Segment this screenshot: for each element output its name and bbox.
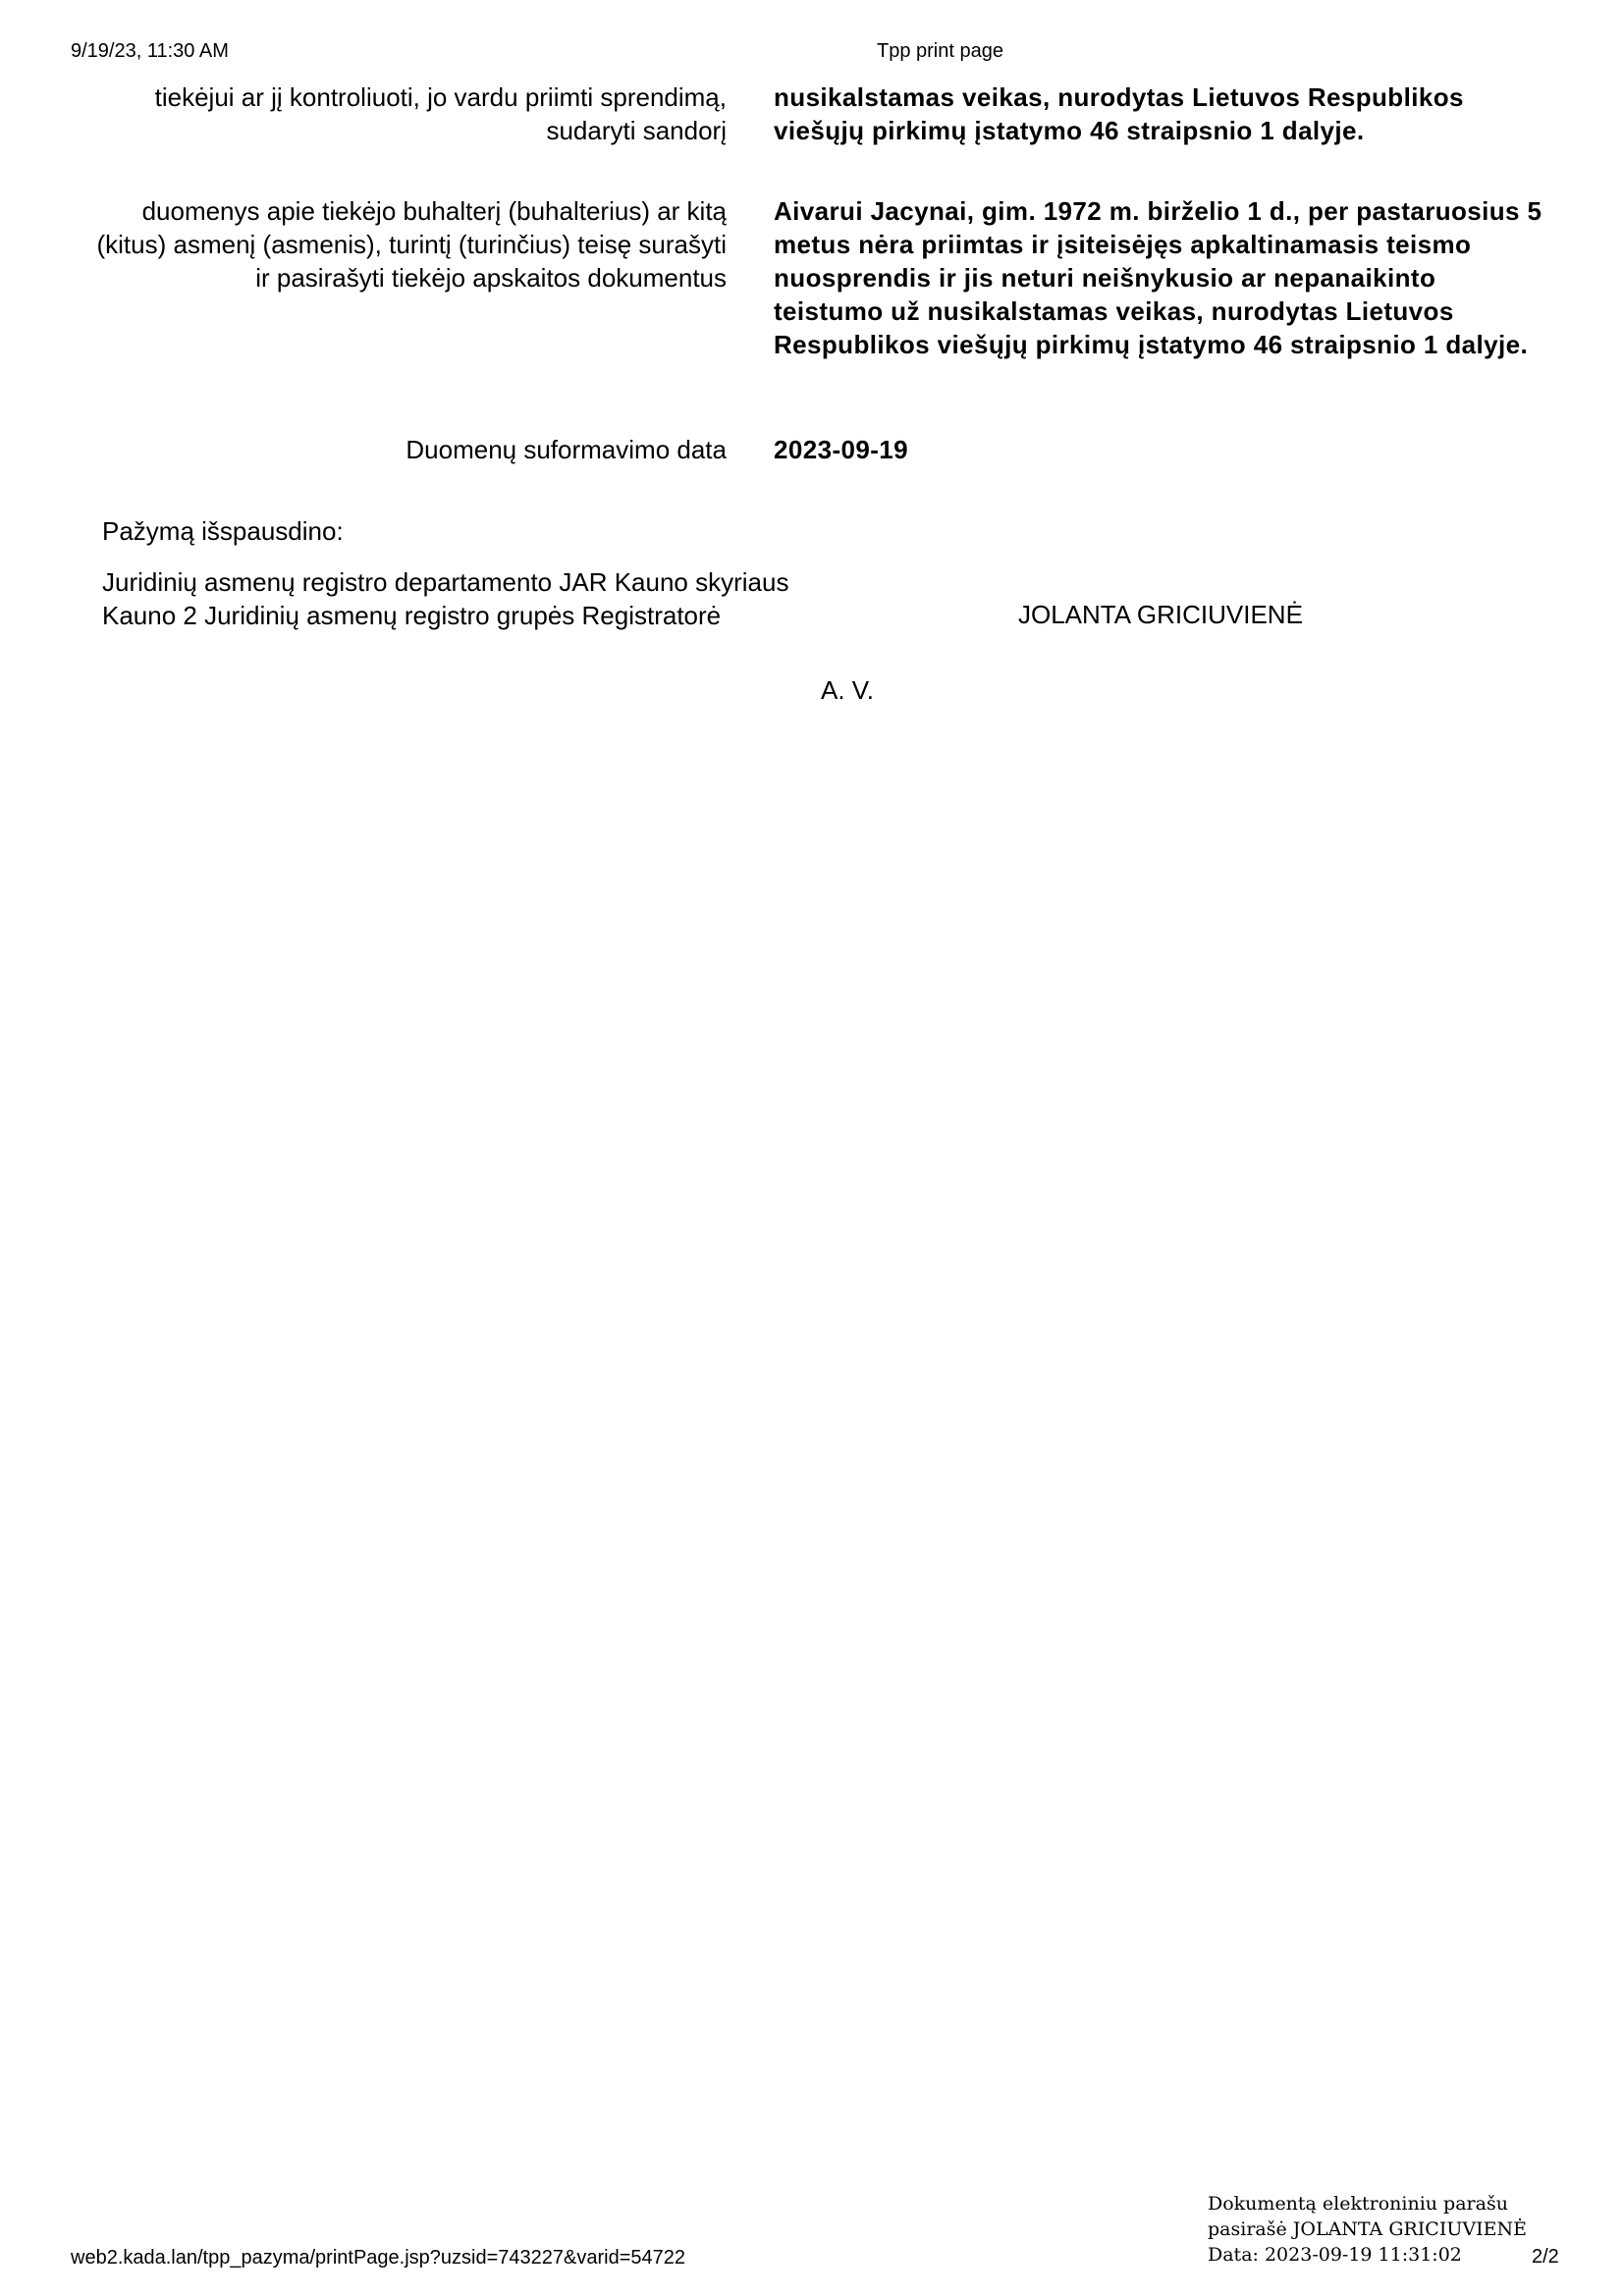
stamp-place: A. V. <box>821 675 874 705</box>
signature-line-2: pasirašė JOLANTA GRICIUVIENĖ <box>1208 2218 1527 2240</box>
row-value-control: nusikalstamas veikas, nurodytas Lietuvos Respublikos viešųjų pirkimų įstatymo 46 straipsnio 1 dalyje. <box>774 82 1464 145</box>
print-page-title: Tpp print page <box>877 40 1003 62</box>
row-label-control: tiekėjui ar jį kontroliuoti, jo vardu priimti sprendimą, sudaryti sandorį <box>154 82 727 145</box>
row-value-accountant: Aivarui Jacynai, gim. 1972 m. birželio 1 d., per pastaruosius 5 metus nėra priimtas ir įsiteisėjęs apkaltinamasis teismo nuosprendis ir jis neturi neišnykusio ar nepanaikinto teistumo už nusikalstamas veikas, nurodytas Lietuvos Respublikos viešųjų pirkimų įstatymo 46 straipsnio 1 dalyje. <box>774 196 1542 359</box>
footer-url: web2.kada.lan/tpp_pazyma/printPage.jsp?uzsid=743227&varid=54722 <box>71 2247 686 2269</box>
row-value-generation-date: 2023-09-19 <box>774 435 908 464</box>
signature-line-1: Dokumentą elektroniniu parašu <box>1208 2193 1508 2215</box>
printed-by-department: Juridinių asmenų registro departamento JAR Kauno skyriaus Kauno 2 Juridinių asmenų registro grupės Registratorė <box>102 567 789 630</box>
printed-by-label: Pažymą išspausdino: <box>102 516 344 546</box>
printed-by-name: JOLANTA GRICIUVIENĖ <box>1018 600 1303 629</box>
page-number: 2/2 <box>1532 2246 1559 2268</box>
print-datetime: 9/19/23, 11:30 AM <box>71 40 229 62</box>
row-label-accountant: duomenys apie tiekėjo buhalterį (buhalterius) ar kitą (kitus) asmenį (asmenis), turintį (turinčius) teisę surašyti ir pasirašyti tiekėjo apskaitos dokumentus <box>96 196 727 293</box>
row-label-generation-date: Duomenų suformavimo data <box>406 435 727 464</box>
electronic-signature-block <box>1208 2191 1527 2268</box>
signature-line-3: Data: 2023-09-19 11:31:02 <box>1208 2244 1462 2266</box>
